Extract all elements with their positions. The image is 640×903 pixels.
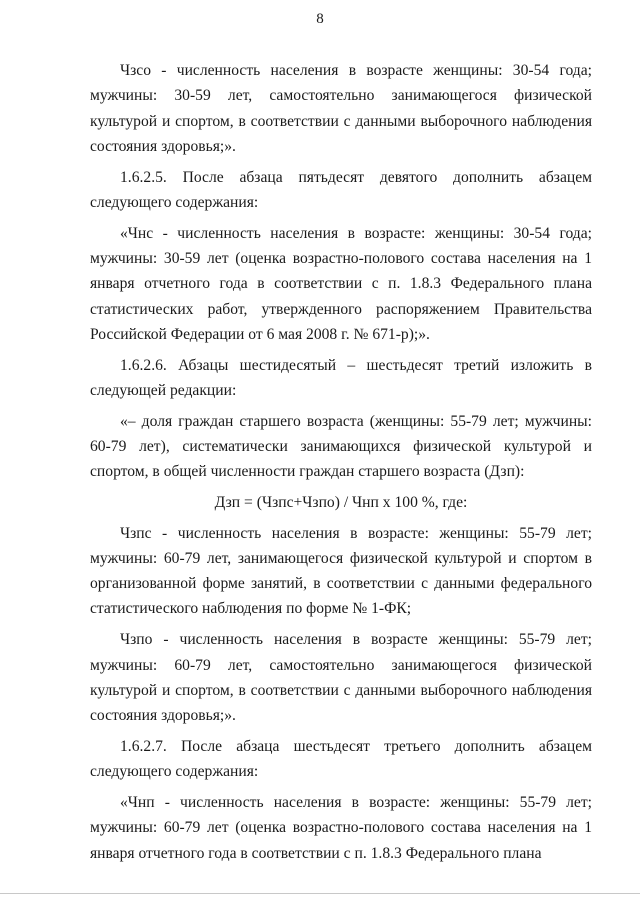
paragraph-chzps-definition: Чзпс - численность населения в возрасте: женщины: 55-79 лет; мужчины: 60-79 лет, занимающегося физической культурой и спортом в организованной форме занятий, в соответствии с данными федерального статистического наблюдения по форме № 1-ФК; bbox=[90, 524, 592, 618]
paragraph-chzpo-definition: Чзпо - численность населения в возрасте женщины: 55-79 лет; мужчины: 60-79 лет, самостоятельно занимающегося физической культурой и спортом, в соответствии с данными выборочного наблюдения состояния здоровья;». bbox=[90, 631, 592, 725]
paragraph-1-6-2-5: 1.6.2.5. После абзаца пятьдесят девятого дополнить абзацем следующего содержания: bbox=[90, 168, 592, 211]
paragraph-older-citizens-share: «– доля граждан старшего возраста (женщины: 55-79 лет; мужчины: 60-79 лет), систематически занимающихся физической культурой и спортом, в общей численности граждан старшего возраста (Дзп): bbox=[90, 412, 592, 481]
bottom-divider bbox=[0, 893, 640, 894]
paragraph-chnp-definition: «Чнп - численность населения в возрасте: женщины: 55-79 лет; мужчины: 60-79 лет (оценка возрастно-полового состава населения на 1 января отчетного года в соответствии с п. 1.8.3 Федерального плана bbox=[90, 794, 592, 862]
paragraph-1-6-2-7: 1.6.2.7. После абзаца шестьдесят третьего дополнить абзацем следующего содержания: bbox=[90, 737, 592, 781]
page-number: 8 bbox=[316, 11, 324, 27]
paragraph-1-6-2-6: 1.6.2.6. Абзацы шестидесятый – шестьдесят третий изложить в следующей редакции: bbox=[90, 356, 592, 400]
paragraph-chns-definition: «Чнс - численность населения в возрасте: женщины: 30-54 года; мужчины: 30-59 лет (оценка возрастно-полового состава населения на 1 января отчетного года в соответствии с п. 1.8.3 Федерального плана статистических работ, утвержденного распоряжением Правительства Российской Федерации от 6 мая 2008 г. № 671-р);». bbox=[90, 224, 592, 343]
paragraph-chzso-definition: Чзсо - численность населения в возрасте женщины: 30-54 года; мужчины: 30-59 лет, самостоятельно занимающегося физической культурой и спортом, в соответствии с данными выборочного наблюдения состояния здоровья;». bbox=[90, 62, 592, 155]
formula-dzp: Дзп = (Чзпс+Чзпо) / Чнп х 100 %, где: bbox=[214, 494, 468, 512]
document-body bbox=[90, 58, 592, 871]
